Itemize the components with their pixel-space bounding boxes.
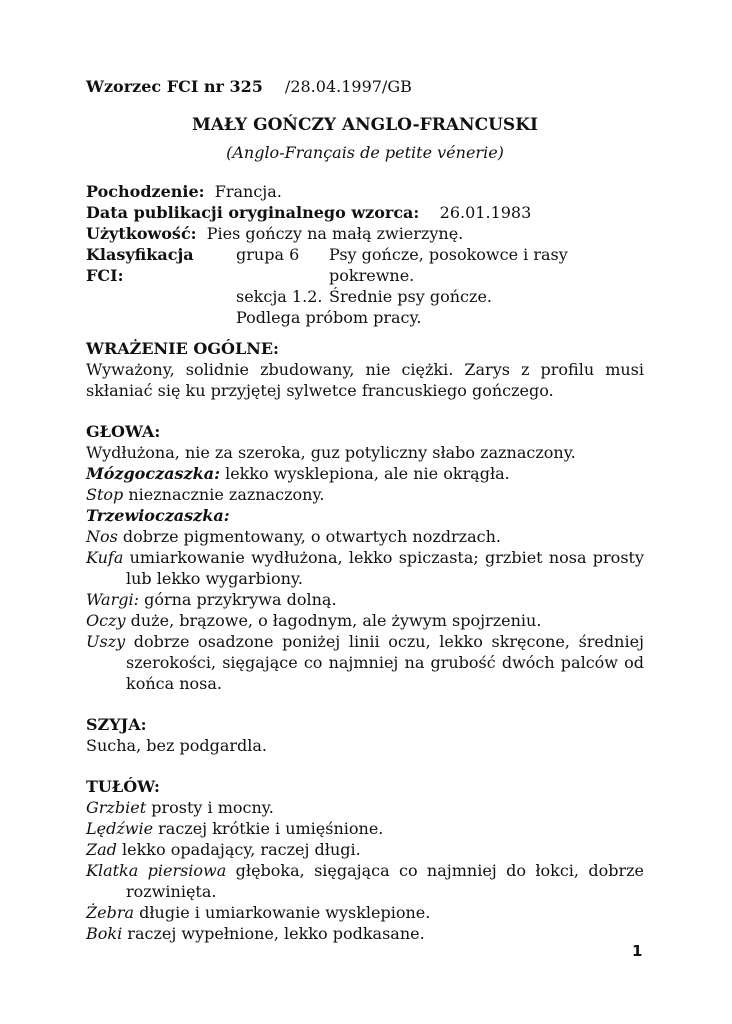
document-page: [86, 76, 644, 944]
page-number: 1: [632, 942, 643, 960]
breed-title: MAŁY GOŃCZY ANGLO-FRANCUSKI: [192, 115, 538, 135]
neck-text: Sucha, bez podgardla.: [86, 736, 267, 755]
muzzle-line: [86, 547, 644, 589]
publication-row: [86, 202, 644, 223]
general-heading: WRAŻENIE OGÓLNE:: [86, 339, 279, 358]
classification-section-desc: Średnie psy gończe.: [329, 287, 492, 306]
stop-label: Stop: [86, 485, 124, 504]
classification-block: [86, 244, 644, 328]
eyes-line: [86, 610, 644, 631]
muzzle-text: umiarkowanie wydłużona, lekko spiczasta; grzbiet nosa prosty lub lekko wygarbiony.: [123, 548, 644, 588]
croup-text: lekko opadający, raczej długi.: [116, 840, 361, 859]
nose-text: dobrze pigmentowany, o otwartych nozdrzach.: [117, 527, 501, 546]
face-heading: Trzewioczaszka:: [86, 506, 230, 525]
stop-line: [86, 484, 644, 505]
eyes-label: Oczy: [86, 611, 126, 630]
back-text: prosty i mocny.: [146, 798, 274, 817]
standard-header: [86, 76, 644, 97]
utility-label: Użytkowość:: [86, 224, 197, 243]
neck-heading: SZYJA:: [86, 715, 147, 734]
skull-text: lekko wysklepiona, ale nie okrągła.: [219, 464, 510, 483]
working-trial-note: Podlega próbom pracy.: [236, 308, 422, 327]
flanks-text: raczej wypełnione, lekko podkasane.: [122, 924, 425, 943]
origin-label: Pochodzenie:: [86, 182, 205, 201]
chest-text: głęboka, sięgająca co najmniej do łokci, dobrze rozwinięta.: [126, 861, 645, 901]
ears-line: [86, 631, 644, 694]
flanks-label: Boki: [86, 924, 123, 943]
lips-line: [86, 589, 644, 610]
classification-label: Klasyfikacja FCI:: [86, 245, 194, 285]
classification-group-desc: Psy gończe, posokowce i rasy pokrewne.: [329, 245, 568, 285]
lips-label: Wargi:: [86, 590, 139, 609]
head-intro: Wydłużona, nie za szeroka, guz potyliczny słabo zaznaczony.: [86, 443, 576, 462]
origin-value: Francja.: [214, 182, 282, 201]
ribs-text: długie i umiarkowanie wysklepione.: [134, 903, 431, 922]
chest-label: Klatka piersiowa: [86, 861, 227, 880]
utility-value: Pies gończy na małą zwierzynę.: [206, 224, 464, 243]
back-line: [86, 797, 644, 818]
stop-text: nieznacznie zaznaczony.: [123, 485, 325, 504]
loin-line: [86, 818, 644, 839]
nose-label: Nos: [86, 527, 118, 546]
head-heading: GŁOWA:: [86, 422, 161, 441]
muzzle-label: Kufa: [86, 548, 124, 567]
general-text: Wyważony, solidnie zbudowany, nie ciężki. Zarys z profilu musi skłaniać się ku przyjętej sylwetce francuskiego gończego.: [86, 360, 644, 400]
ears-text: dobrze osadzone poniżej linii oczu, lekko skręcone, średniej szerokości, sięgające co najmniej na grubość dwóch palców od końca nosa.: [125, 632, 644, 693]
classification-section: sekcja 1.2.: [236, 287, 323, 306]
skull-label: Mózgoczaszka:: [86, 464, 220, 483]
breed-subtitle: (Anglo-Français de petite vénerie): [226, 143, 504, 162]
croup-label: Zad: [86, 840, 117, 859]
ribs-label: Żebra: [86, 903, 135, 922]
croup-line: [86, 839, 644, 860]
lips-text: górna przykrywa dolną.: [139, 590, 337, 609]
chest-line: [86, 860, 644, 902]
body-heading: TUŁÓW:: [86, 777, 160, 796]
publication-value: 26.01.1983: [439, 203, 532, 222]
publication-label: Data publikacji oryginalnego wzorca:: [86, 203, 420, 222]
flanks-line: [86, 923, 644, 944]
nose-line: [86, 526, 644, 547]
standard-date: /28.04.1997/GB: [284, 77, 412, 96]
ribs-line: [86, 902, 644, 923]
standard-number: Wzorzec FCI nr 325: [86, 77, 263, 96]
ears-label: Uszy: [86, 632, 126, 651]
loin-text: raczej krótkie i umięśnione.: [153, 819, 384, 838]
classification-group: grupa 6: [236, 245, 300, 264]
back-label: Grzbiet: [86, 798, 147, 817]
skull-line: [86, 463, 644, 484]
origin-row: [86, 181, 644, 202]
eyes-text: duże, brązowe, o łagodnym, ale żywym spojrzeniu.: [125, 611, 542, 630]
utility-row: [86, 223, 644, 244]
loin-label: Lędźwie: [86, 819, 154, 838]
